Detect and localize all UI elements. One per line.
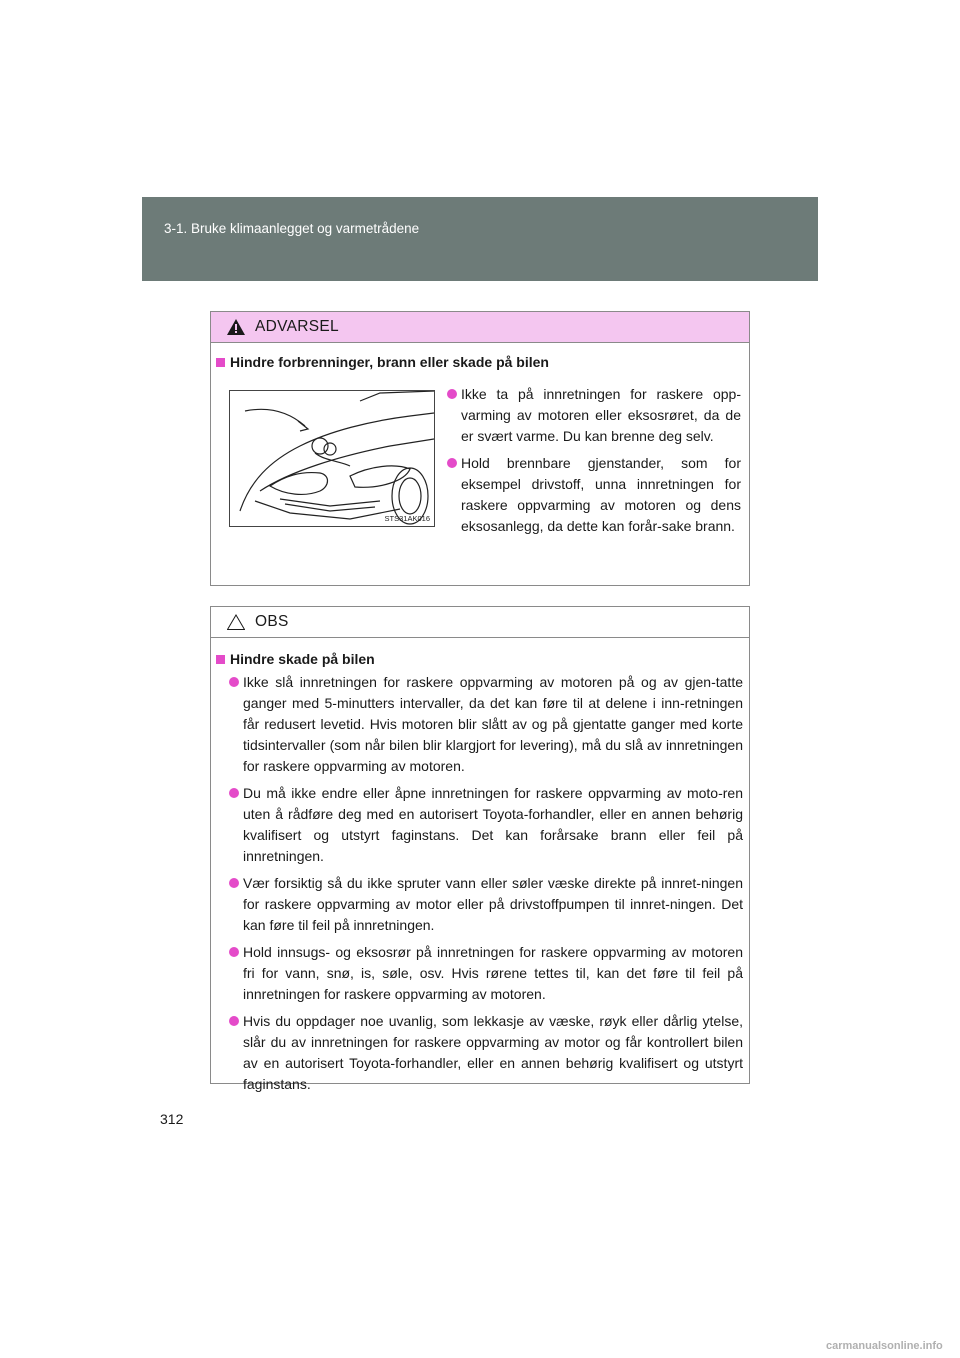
square-bullet-icon [216,655,225,664]
bullet-dot-icon [229,1016,239,1026]
bullet-text: Hold innsugs- og eksosrør på innretningen for raskere oppvarming av motoren fri for vann, snø, is, søle, osv. Hvis rørene tettes til, kan det føre til feil på innretningen for raskere oppvarming av motoren. [243,944,743,1002]
warning-header [211,312,749,343]
list-item [447,384,741,447]
bullet-dot-icon [447,458,457,468]
bullet-text: Ikke ta på innretningen for raskere opp-varming av motoren eller eksosrøret, da de er svært varme. Du kan brenne deg selv. [461,386,741,444]
page-number: 312 [160,1111,184,1127]
chapter-header [142,197,818,281]
bullet-text: Du må ikke endre eller åpne innretningen for raskere oppvarming av moto-ren uten å rådføre deg med en autorisert Toyota-forhandler, eller en annen behørig kvalifisert og utstyrt faginstans. Det kan forårsake brann eller feil på innretningen. [243,785,743,864]
bullet-text: Hvis du oppdager noe uvanlig, som lekkasje av væske, røyk eller dårlig ytelse, slår du av innretningen for raskere oppvarming av motor og får kontrollert bilen av en autorisert Toyota-forhandler, eller en annen behørig kvalifisert og utstyrt faginstans. [243,1013,743,1092]
notice-section-title-text: Hindre skade på bilen [230,651,375,667]
bullet-dot-icon [229,677,239,687]
watermark: carmanualsonline.info [826,1340,943,1352]
bullet-dot-icon [229,878,239,888]
list-item [229,942,743,1005]
bullet-text: Vær forsiktig så du ikke spruter vann eller søler væske direkte på innret-ningen for raskere oppvarming av motor eller på drivstoffpumpen til innret-ningen. Det kan føre til feil på innretningen. [243,875,743,933]
list-item [229,1011,743,1095]
figure-code: STS31AK016 [384,514,430,523]
square-bullet-icon [216,358,225,367]
notice-bullet-list [229,672,743,1101]
list-item [229,783,743,867]
bullet-dot-icon [229,788,239,798]
bullet-dot-icon [229,947,239,957]
notice-label: OBS [255,613,289,630]
list-item [447,453,741,537]
notice-box [210,606,750,1092]
notice-header [211,607,749,638]
car-front-illustration [230,391,434,526]
warning-section-title [216,354,549,370]
warning-label: ADVARSEL [255,318,339,335]
warning-box [210,311,750,586]
warning-triangle-icon [227,319,245,335]
engine-heater-illustration [229,390,435,527]
list-item [229,672,743,777]
chapter-title: 3-1. Bruke klimaanlegget og varmetrådene [164,221,420,236]
bullet-dot-icon [447,389,457,399]
caution-triangle-outline-icon [227,614,245,630]
notice-section-title [216,651,375,667]
list-item [229,873,743,936]
bullet-text: Ikke slå innretningen for raskere oppvarming av motoren på og av gjen-tatte ganger med 5-minutters intervaller, da det kan føre til at delene i inn-retningen får redusert levetid. Hvis motoren blir slått av og på gjentatte ganger med korte tidsintervaller (som når bilen blir klargjort for levering), må du slå av innretningen for raskere oppvarming av motoren. [243,674,743,774]
warning-section-title-text: Hindre forbrenninger, brann eller skade på bilen [230,354,549,370]
bullet-text: Hold brennbare gjenstander, som for eksempel drivstoff, unna innretningen for raskere oppvarming av motoren og dens eksosanlegg, da dette kan forår-sake brann. [461,455,741,534]
warning-bullet-list [447,384,741,543]
